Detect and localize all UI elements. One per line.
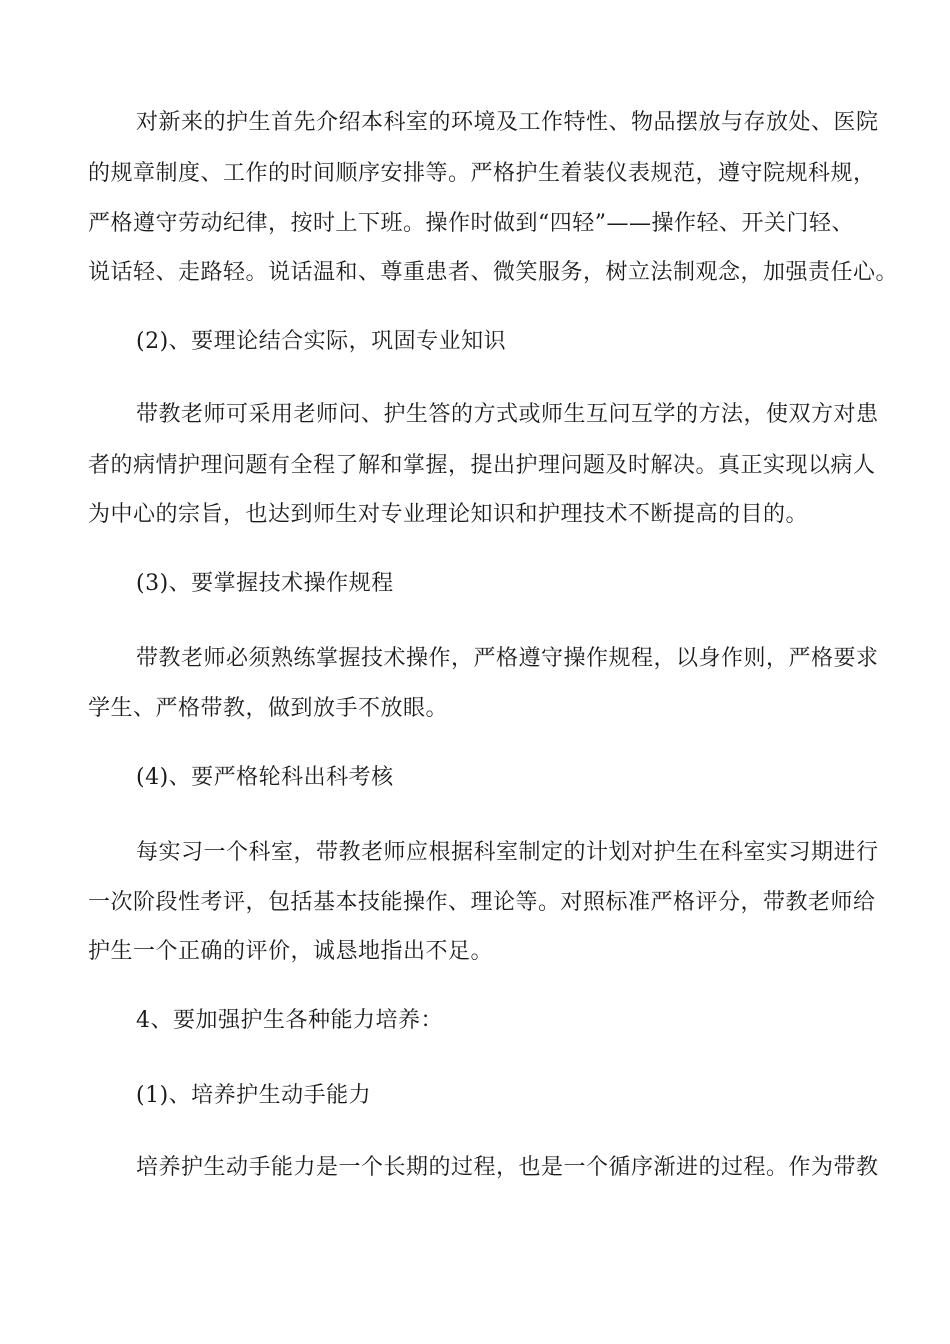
paragraph-2-line-2: 者的病情护理问题有全程了解和掌握，提出护理问题及时解决。真正实现以病人 <box>88 453 876 478</box>
section-heading-main-4: 4、要加强护生各种能力培养： <box>136 1008 443 1033</box>
paragraph-1-line-3: 严格遵守劳动纪律，按时上下班。操作时做到“四轻”——操作轻、开关门轻、 <box>88 211 854 236</box>
paragraph-4-line-1: 每实习一个科室，带教老师应根据科室制定的计划对护生在科室实习期进行 <box>136 840 879 865</box>
section-heading-3: (3)、要掌握技术操作规程 <box>136 571 394 596</box>
paragraph-1-line-1: 对新来的护生首先介绍本科室的环境及工作特性、物品摆放与存放处、医院 <box>136 110 879 135</box>
paragraph-4-line-3: 护生一个正确的评价，诚恳地指出不足。 <box>88 939 494 964</box>
section-heading-1: (1)、培养护生动手能力 <box>136 1083 372 1108</box>
paragraph-3-line-1: 带教老师必须熟练掌握技术操作，严格遵守操作规程，以身作则，严格要求 <box>136 646 879 671</box>
paragraph-4-line-2: 一次阶段性考评，包括基本技能操作、理论等。对照标准严格评分，带教老师给 <box>88 890 876 915</box>
section-heading-2: (2)、要理论结合实际，巩固专业知识 <box>136 329 507 354</box>
paragraph-1-line-4: 说话轻、走路轻。说话温和、尊重患者、微笑服务，树立法制观念，加强责任心。 <box>88 260 899 285</box>
section-heading-4: (4)、要严格轮科出科考核 <box>136 765 394 790</box>
paragraph-3-line-2: 学生、严格带教，做到放手不放眼。 <box>88 696 449 721</box>
paragraph-2-line-3: 为中心的宗旨，也达到师生对专业理论知识和护理技术不断提高的目的。 <box>88 502 809 527</box>
paragraph-2-line-1: 带教老师可采用老师问、护生答的方式或师生互问互学的方法，使双方对患 <box>136 402 879 427</box>
paragraph-1-line-2: 的规章制度、工作的时间顺序安排等。严格护生着装仪表规范，遵守院规科规， <box>88 161 876 186</box>
paragraph-5-line-1: 培养护生动手能力是一个长期的过程，也是一个循序渐进的过程。作为带教 <box>136 1155 879 1180</box>
